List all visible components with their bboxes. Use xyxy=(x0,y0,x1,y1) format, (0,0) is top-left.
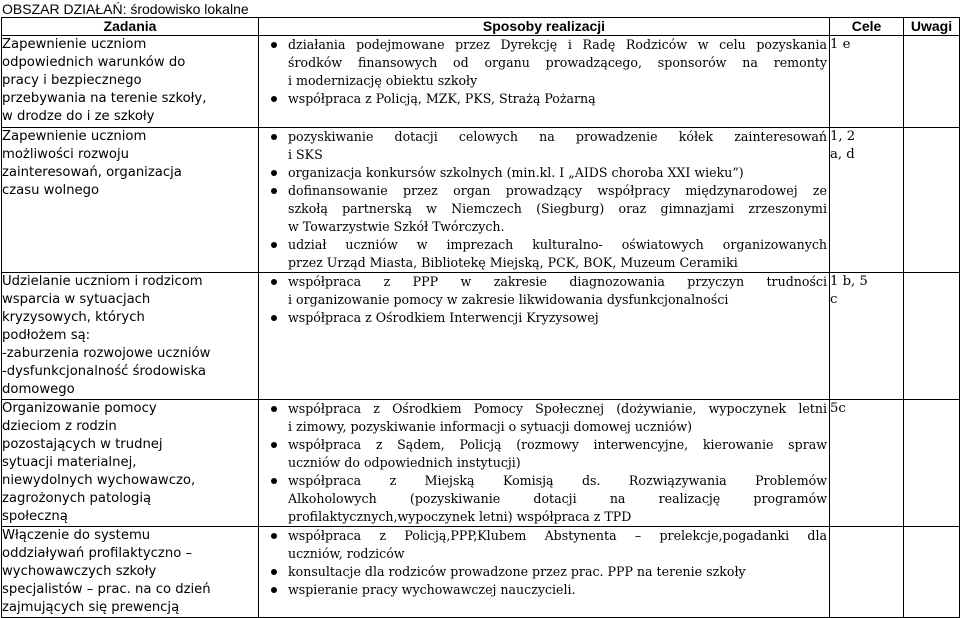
table-row xyxy=(2,400,960,527)
header-tasks: Zadania xyxy=(2,18,259,36)
way-line: współpraca z Miejską Komisją ds. Rozwiązywania Problemów xyxy=(288,473,827,488)
task-line: specjalistów – prac. na co dzień xyxy=(2,582,211,597)
goal-cell xyxy=(830,273,904,400)
list-item xyxy=(259,563,829,581)
task-line: możliwości rozwoju xyxy=(2,147,129,162)
list-item xyxy=(259,581,829,599)
goal-cell xyxy=(830,400,904,527)
way-line: współpraca z PPP w zakresie diagnozowania przyczyn trudności xyxy=(288,274,827,289)
task-cell xyxy=(2,36,259,128)
table-row xyxy=(2,273,960,400)
goal-line: 1, 2 xyxy=(830,129,856,144)
bullet-icon xyxy=(271,569,277,575)
task-line: dzieciom z rodzin xyxy=(2,419,117,434)
task-line: sytuacji materialnej, xyxy=(2,455,137,470)
list-item xyxy=(259,128,829,164)
ways-list xyxy=(259,400,829,526)
header-notes: Uwagi xyxy=(904,18,960,36)
bullet-icon xyxy=(271,42,277,48)
way-line: i organizowanie pomocy w zakresie likwidowania dysfunkcjonalności xyxy=(288,292,729,307)
note-cell xyxy=(904,36,960,128)
way-line: współpraca z Sądem, Policją (rozmowy interwencyjne, kierowanie spraw xyxy=(288,437,827,452)
way-line: udział uczniów w imprezach kulturalno- oświatowych organizowanych xyxy=(288,237,827,252)
way-line: uczniów, rodziców xyxy=(288,546,405,561)
task-line: Organizowanie pomocy xyxy=(2,401,157,416)
bullet-icon xyxy=(271,279,277,285)
list-item xyxy=(259,164,829,182)
task-line: wsparcia w sytuacjach xyxy=(2,292,151,307)
header-goals: Cele xyxy=(830,18,904,36)
bullet-icon xyxy=(271,96,277,102)
way-line: wspieranie pracy wychowawczej nauczycieli. xyxy=(288,582,576,597)
bullet-icon xyxy=(271,242,277,248)
bullet-icon xyxy=(271,315,277,321)
task-line: domowego xyxy=(2,382,75,397)
ways-cell xyxy=(259,36,830,128)
task-line: przebywania na terenie szkoły, xyxy=(2,91,207,106)
way-line: współpraca z Policją, MZK, PKS, Strażą Pożarną xyxy=(288,91,596,106)
way-line: współpraca z Ośrodkiem Interwencji Kryzysowej xyxy=(288,310,599,325)
action-plan-table xyxy=(1,17,960,618)
area-title: OBSZAR DZIAŁAŃ: środowisko lokalne xyxy=(2,1,249,17)
task-line: zainteresowań, organizacja xyxy=(2,165,182,180)
ways-cell xyxy=(259,400,830,527)
table-row xyxy=(2,36,960,128)
ways-cell xyxy=(259,273,830,400)
list-item xyxy=(259,400,829,436)
ways-cell xyxy=(259,128,830,273)
ways-list xyxy=(259,128,829,272)
way-line: i zimowy, pozyskiwanie informacji o sytuacji domowej uczniów) xyxy=(288,419,693,434)
way-line: dofinansowanie przez organ prowadzący współpracy międzynarodowej ze xyxy=(288,183,827,198)
way-line: współpraca z Policją,PPP,Klubem Abstynenta – prelekcje,pogadanki dla xyxy=(288,528,827,543)
way-line: Alkoholowych (pozyskiwanie dotacji na realizację programów xyxy=(288,491,827,506)
header-ways: Sposoby realizacji xyxy=(259,18,830,36)
table-row xyxy=(2,128,960,273)
bullet-icon xyxy=(271,442,277,448)
task-line: pozostających w trudnej xyxy=(2,437,163,452)
task-cell xyxy=(2,128,259,273)
task-cell xyxy=(2,400,259,527)
way-line: w Towarzystwie Szkół Twórczych. xyxy=(288,219,505,234)
task-line: pracy i bezpiecznego xyxy=(2,73,142,88)
task-cell xyxy=(2,273,259,400)
task-line: zagrożonych patologią xyxy=(2,491,152,506)
goal-cell xyxy=(830,36,904,128)
list-item xyxy=(259,36,829,90)
task-line: Zapewnienie uczniom xyxy=(2,37,147,52)
goal-cell xyxy=(830,128,904,273)
way-line: szkołą partnerską w Niemczech (Siegburg) oraz gimnazjami zrzeszonymi xyxy=(288,201,827,216)
goal-line: a, d xyxy=(830,147,855,162)
bullet-icon xyxy=(271,406,277,412)
task-line: -zaburzenia rozwojowe uczniów xyxy=(2,346,211,361)
task-line: zajmujących się prewencją xyxy=(2,600,180,615)
ways-list xyxy=(259,273,829,327)
way-line: działania podejmowane przez Dyrekcję i Radę Rodziców w celu pozyskania xyxy=(288,37,827,52)
task-cell xyxy=(2,527,259,618)
ways-list xyxy=(259,527,829,599)
way-line: i SKS xyxy=(288,147,323,162)
bullet-icon xyxy=(271,134,277,140)
task-line: w drodze do i ze szkoły xyxy=(2,109,155,124)
note-cell xyxy=(904,400,960,527)
note-cell xyxy=(904,128,960,273)
list-item xyxy=(259,436,829,472)
task-line: podłożem są: xyxy=(2,328,91,343)
bullet-icon xyxy=(271,188,277,194)
list-item xyxy=(259,273,829,309)
note-cell xyxy=(904,527,960,618)
task-line: odpowiednich warunków do xyxy=(2,55,186,70)
task-line: Zapewnienie uczniom xyxy=(2,129,147,144)
goal-line: 1 b, 5 xyxy=(830,274,868,289)
table-header-row xyxy=(2,18,960,36)
task-line: -dysfunkcjonalność środowiska xyxy=(2,364,206,379)
bullet-icon xyxy=(271,587,277,593)
task-line: Udzielanie uczniom i rodzicom xyxy=(2,274,203,289)
table-body xyxy=(2,36,960,618)
list-item xyxy=(259,309,829,327)
goal-line: 5c xyxy=(830,401,846,416)
task-line: Włączenie do systemu xyxy=(2,528,151,543)
table-row xyxy=(2,527,960,618)
bullet-icon xyxy=(271,478,277,484)
task-line: wychowawczych szkoły xyxy=(2,564,157,579)
way-line: przez Urząd Miasta, Bibliotekę Miejską, PCK, BOK, Muzeum Ceramiki xyxy=(288,255,738,270)
way-line: pozyskiwanie dotacji celowych na prowadzenie kółek zainteresowań xyxy=(288,129,827,144)
list-item xyxy=(259,236,829,272)
list-item xyxy=(259,527,829,563)
ways-cell xyxy=(259,527,830,618)
way-line: uczniów do odpowiednich instytucji) xyxy=(288,455,521,470)
way-line: współpraca z Ośrodkiem Pomocy Społecznej (dożywianie, wypoczynek letni xyxy=(288,401,827,416)
bullet-icon xyxy=(271,170,277,176)
task-line: społeczną xyxy=(2,509,68,524)
list-item xyxy=(259,472,829,526)
list-item xyxy=(259,182,829,236)
way-line: organizacja konkursów szkolnych (min.kl. I „AIDS choroba XXI wieku”) xyxy=(288,165,744,180)
bullet-icon xyxy=(271,533,277,539)
goal-cell xyxy=(830,527,904,618)
task-line: kryzysowych, których xyxy=(2,310,145,325)
way-line: i modernizację obiektu szkoły xyxy=(288,73,478,88)
way-line: konsultacje dla rodziców prowadzone przez prac. PPP na terenie szkoły xyxy=(288,564,746,579)
task-line: niewydolnych wychowawczo, xyxy=(2,473,196,488)
way-line: profilaktycznych,wypoczynek letni) współpraca z TPD xyxy=(288,509,632,524)
task-line: oddziaływań profilaktyczno – xyxy=(2,546,193,561)
goal-line: c xyxy=(830,292,838,307)
note-cell xyxy=(904,273,960,400)
list-item xyxy=(259,90,829,108)
goal-line: 1 e xyxy=(830,37,851,52)
way-line: środków finansowych od organu prowadzącego, sponsorów na remonty xyxy=(288,55,827,70)
task-line: czasu wolnego xyxy=(2,183,100,198)
ways-list xyxy=(259,36,829,108)
